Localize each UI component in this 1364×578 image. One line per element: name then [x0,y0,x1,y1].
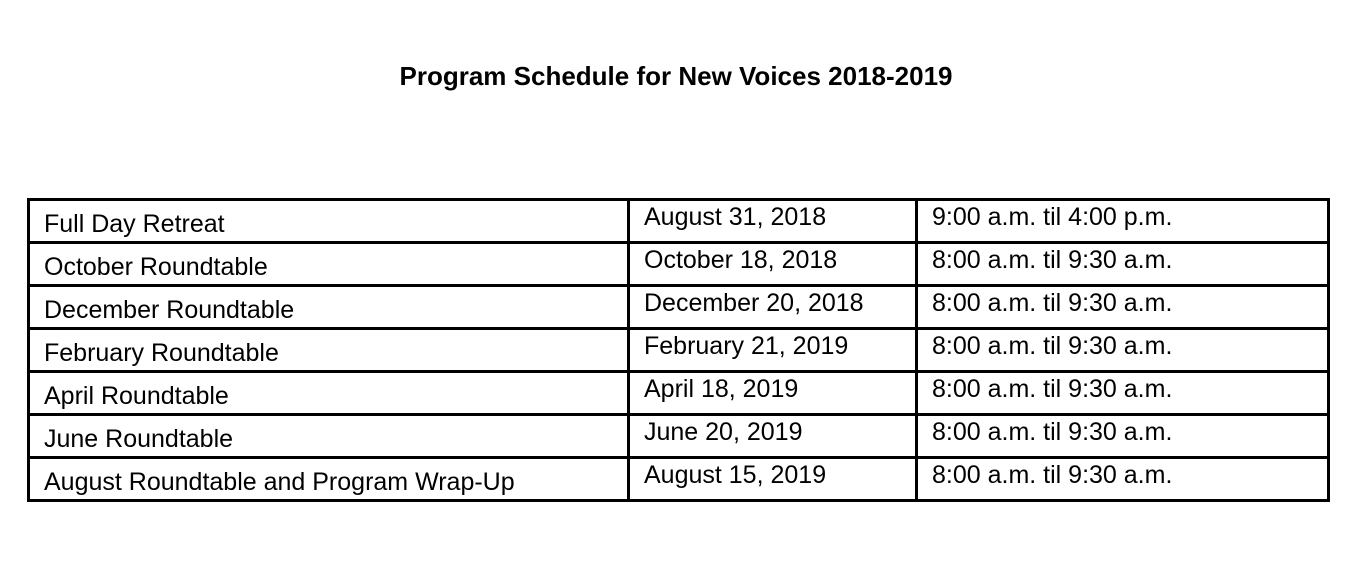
time-cell: 9:00 a.m. til 4:00 p.m. [917,200,1329,243]
table-row [29,286,1329,329]
table-row [29,243,1329,286]
time-cell: 8:00 a.m. til 9:30 a.m. [917,458,1329,501]
table-row [29,372,1329,415]
table-row [29,329,1329,372]
event-cell: Full Day Retreat [29,200,629,243]
time-cell: 8:00 a.m. til 9:30 a.m. [917,243,1329,286]
date-cell: February 21, 2019 [629,329,917,372]
time-cell: 8:00 a.m. til 9:30 a.m. [917,372,1329,415]
date-cell: December 20, 2018 [629,286,917,329]
time-cell: 8:00 a.m. til 9:30 a.m. [917,286,1329,329]
time-cell: 8:00 a.m. til 9:30 a.m. [917,329,1329,372]
time-cell: 8:00 a.m. til 9:30 a.m. [917,415,1329,458]
event-cell: October Roundtable [29,243,629,286]
event-cell: February Roundtable [29,329,629,372]
event-cell: April Roundtable [29,372,629,415]
event-cell: June Roundtable [29,415,629,458]
date-cell: April 18, 2019 [629,372,917,415]
date-cell: June 20, 2019 [629,415,917,458]
event-cell: August Roundtable and Program Wrap-Up [29,458,629,501]
schedule-table [27,198,1330,502]
date-cell: August 15, 2019 [629,458,917,501]
table-row [29,458,1329,501]
table-row [29,200,1329,243]
date-cell: August 31, 2018 [629,200,917,243]
page-title: Program Schedule for New Voices 2018-2019 [399,61,953,91]
table-row [29,415,1329,458]
date-cell: October 18, 2018 [629,243,917,286]
event-cell: December Roundtable [29,286,629,329]
